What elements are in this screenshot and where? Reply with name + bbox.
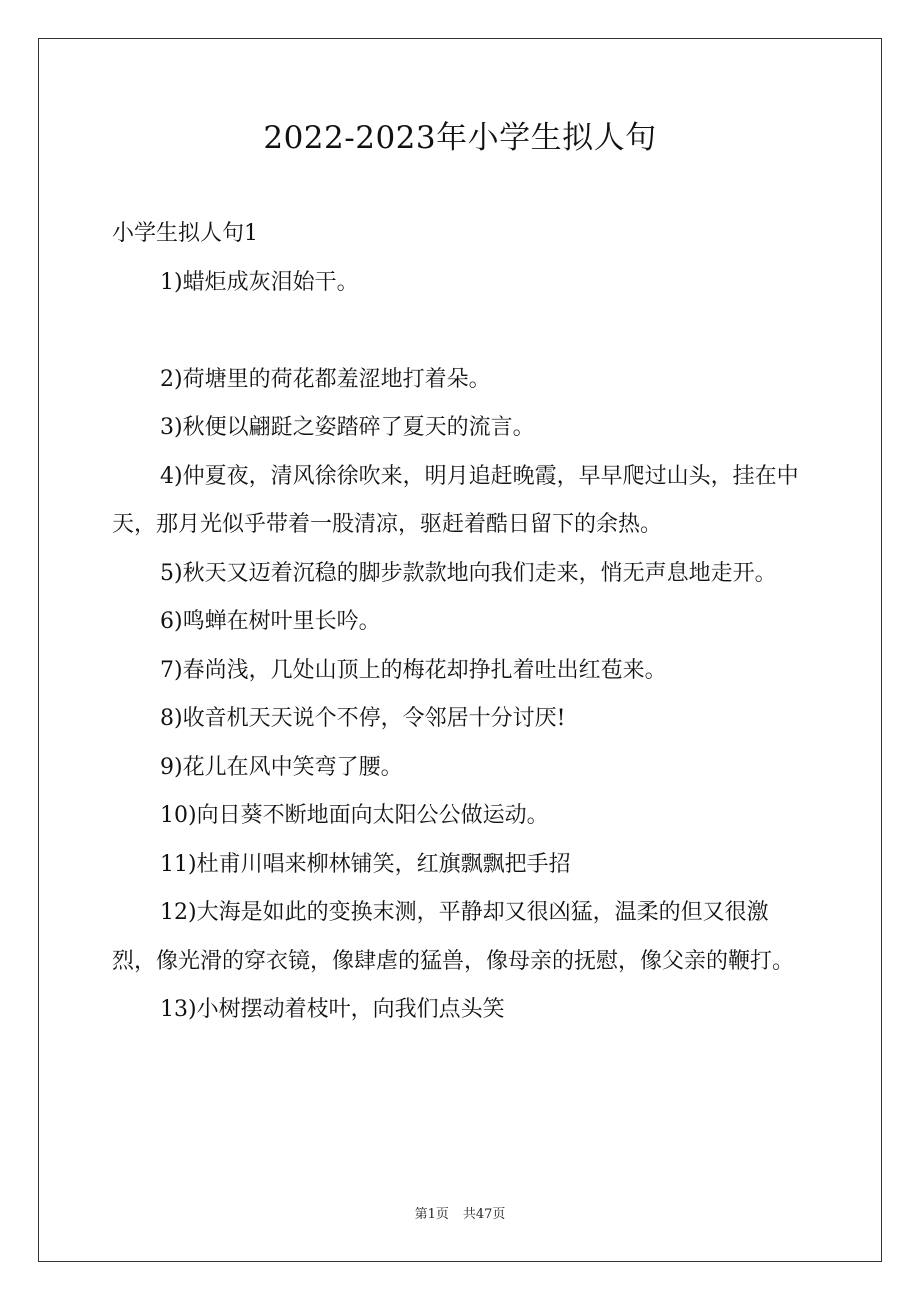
document-title: 2022-2023年小学生拟人句	[263, 120, 657, 156]
document-body	[112, 210, 812, 1035]
sentence-item-5: 5)秋天又迈着沉稳的脚步款款地向我们走来，悄无声息地走开。	[160, 560, 777, 586]
sentence-item-4: 4)仲夏夜，清风徐徐吹来，明月追赶晚霞，早早爬过山头，挂在中天，那月光似乎带着一股清凉，驱赶着酷日留下的余热。	[112, 463, 799, 537]
sentence-item-8: 8)收音机天天说个不停，令邻居十分讨厌!	[160, 706, 566, 731]
page-footer	[0, 1205, 920, 1225]
section-heading: 小学生拟人句1	[112, 221, 258, 246]
blank-line	[112, 307, 812, 356]
sentence-item-2: 2)荷塘里的荷花都羞涩地打着朵。	[160, 366, 491, 392]
sentence-item-6: 6)鸣蝉在树叶里长吟。	[160, 609, 381, 634]
sentence-item-3: 3)秋便以翩跹之姿踏碎了夏天的流言。	[160, 415, 535, 440]
sentence-item-12: 12)大海是如此的变换末测，平静却又很凶猛，温柔的但又很激烈，像光滑的穿衣镜，像肆虐的猛兽，像母亲的抚慰，像父亲的鞭打。	[112, 900, 795, 974]
sentence-item-13: 13)小树摆动着枝叶，向我们点头笑	[160, 997, 505, 1022]
sentence-item-1: 1)蜡炬成灰泪始干。	[160, 269, 359, 295]
sentence-item-7: 7)春尚浅，几处山顶上的梅花却挣扎着吐出红苞来。	[160, 657, 667, 683]
sentence-item-9: 9)花儿在风中笑弯了腰。	[160, 754, 403, 780]
sentence-item-11: 11)杜甫川唱来柳林铺笑，红旗飘飘把手招	[160, 851, 571, 877]
page-total: 共47页	[462, 1207, 506, 1222]
page-number: 第1页	[414, 1207, 449, 1222]
sentence-item-10: 10)向日葵不断地面向太阳公公做运动。	[160, 803, 549, 828]
